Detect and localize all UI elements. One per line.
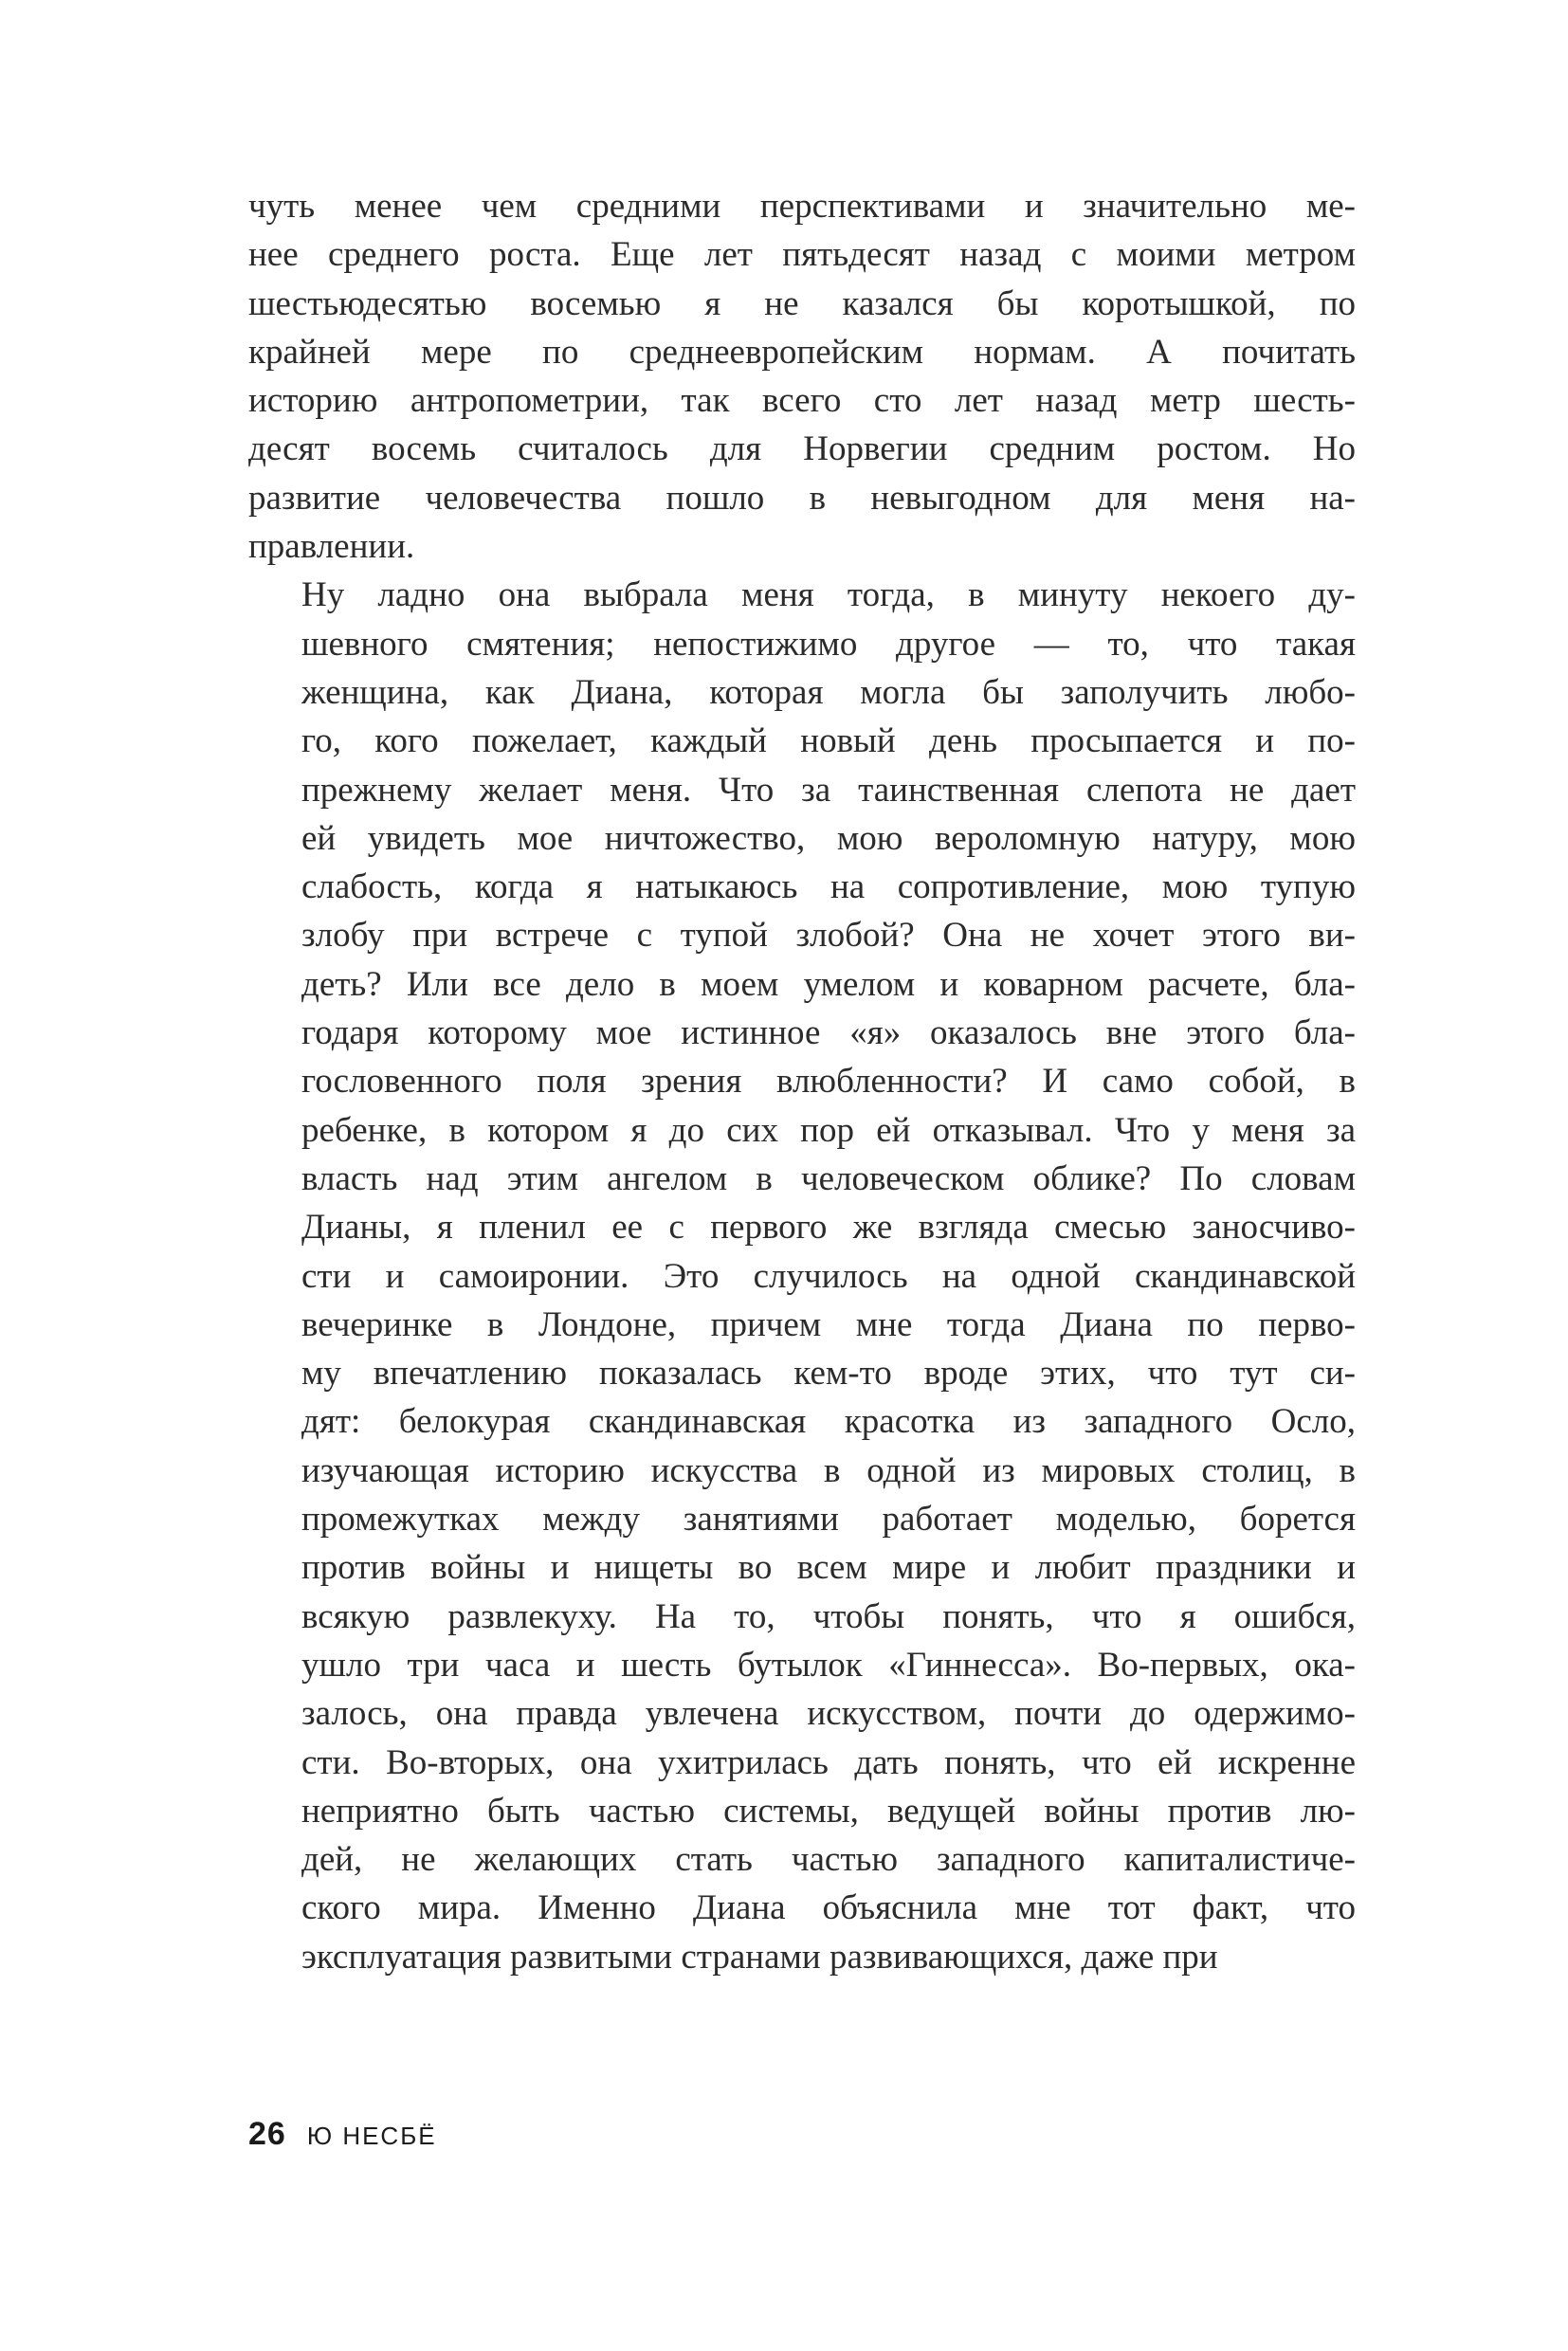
text-line: годаря которому мое истинное «я» оказалось вне этого бла-: [301, 1013, 1356, 1053]
text-line: дят: белокурая скандинавская красотка из западного Осло,: [301, 1402, 1356, 1442]
text-line: промежутках между занятиями работает моделью, борется: [301, 1500, 1356, 1540]
text-line: против войны и нищеты во всем мире и любит праздники и: [301, 1548, 1356, 1588]
text-line: власть над этим ангелом в человеческом облике? По словам: [301, 1158, 1356, 1198]
text-line: шестьюдесятью восемью я не казался бы коротышкой, по: [248, 283, 1356, 323]
text-line: чуть менее чем средними перспективами и значительно ме-: [248, 187, 1356, 226]
paragraph: [248, 182, 1356, 571]
text-line: неприятно быть частью системы, ведущей войны против лю-: [301, 1791, 1356, 1831]
text-line: нее среднего роста. Еще лет пятьдесят назад с моими метром: [248, 235, 1356, 275]
text-line: ребенке, в котором я до сих пор ей отказывал. Что у меня за: [301, 1110, 1356, 1150]
text-line: слабость, когда я натыкаюсь на сопротивление, мою тупую: [301, 867, 1356, 907]
text-line: деть? Или все дело в моем умелом и коварном расчете, бла-: [301, 964, 1356, 1004]
text-line: всякую развлекуху. На то, чтобы понять, что я ошибся,: [301, 1596, 1356, 1636]
text-line: десят восемь считалось для Норвегии средним ростом. Но: [248, 429, 1356, 469]
text-line: дей, не желающих стать частью западного капиталистиче-: [301, 1840, 1356, 1880]
text-line: шевного смятения; непостижимо другое — то, что такая: [301, 624, 1356, 664]
text-line: Дианы, я пленил ее с первого же взгляда смесью заносчиво-: [301, 1208, 1356, 1248]
page-number: 26: [248, 2116, 286, 2152]
text-line: крайней мере по среднеевропейским нормам. А почитать: [248, 332, 1356, 372]
text-line: злобу при встрече с тупой злобой? Она не хочет этого ви-: [301, 916, 1356, 956]
paragraph: [248, 571, 1356, 1981]
text-line: ского мира. Именно Диана объяснила мне тот факт, что: [301, 1888, 1356, 1928]
text-line: ей увидеть мое ничтожество, мою вероломную натуру, мою: [301, 818, 1356, 858]
text-line: изучающая историю искусства в одной из мировых столиц, в: [301, 1450, 1356, 1490]
page-footer: [248, 2116, 437, 2153]
text-line: сти и самоиронии. Это случилось на одной скандинавской: [301, 1256, 1356, 1296]
text-line: Ну ладно она выбрала меня тогда, в минуту некоего ду-: [301, 575, 1356, 615]
text-line: залось, она правда увлечена искусством, почти до одержимо-: [301, 1694, 1356, 1734]
text-line: правлении.: [248, 527, 415, 567]
text-line: му впечатлению показалась кем-то вроде этих, что тут си-: [301, 1354, 1356, 1394]
text-line: прежнему желает меня. Что за таинственная слепота не дает: [301, 770, 1356, 810]
text-line: гословенного поля зрения влюбленности? И само собой, в: [301, 1062, 1356, 1102]
text-line: историю антропометрии, так всего сто лет назад метр шесть-: [248, 381, 1356, 421]
book-page: [248, 182, 1356, 2125]
body-text: [248, 182, 1356, 1981]
text-line: развитие человечества пошло в невыгодном для меня на-: [248, 478, 1356, 518]
running-head-author: Ю НЕСБЁ: [306, 2122, 437, 2150]
text-line: го, кого пожелает, каждый новый день просыпается и по-: [301, 721, 1356, 761]
text-line: женщина, как Диана, которая могла бы заполучить любо-: [301, 672, 1356, 712]
text-line: эксплуатация развитыми странами развивающихся, даже при: [301, 1937, 1218, 1977]
text-line: вечеринке в Лондоне, причем мне тогда Диана по перво-: [301, 1304, 1356, 1344]
text-line: ушло три часа и шесть бутылок «Гиннесса». Во-первых, ока-: [301, 1645, 1356, 1685]
text-line: сти. Во-вторых, она ухитрилась дать понять, что ей искренне: [301, 1742, 1356, 1782]
